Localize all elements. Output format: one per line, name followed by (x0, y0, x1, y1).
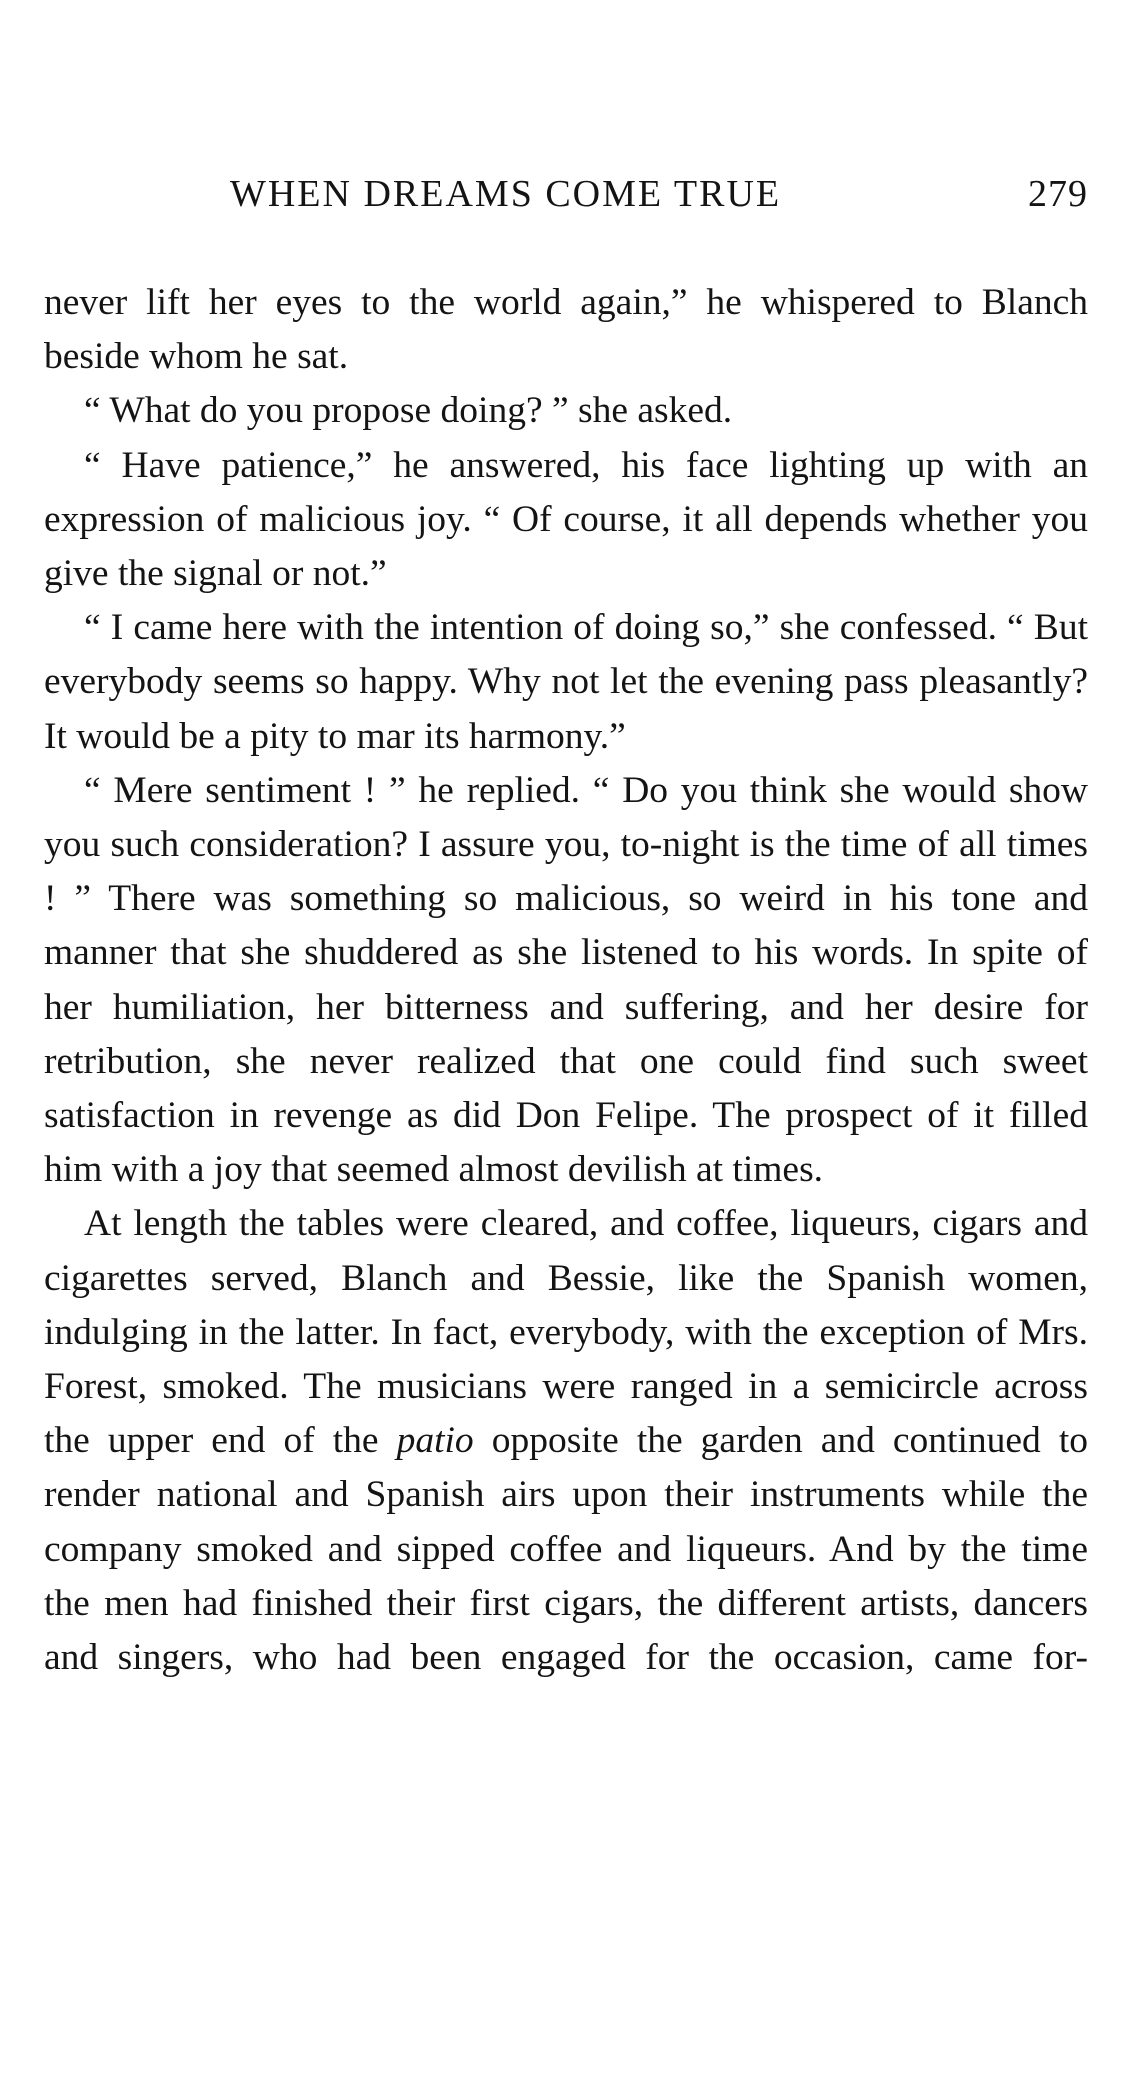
paragraph-dialogue-patience: “ Have patience,” he answered, his face lighting up with an expression of malicious joy. “ Of course, it all depends whether you give the signal or not.” (44, 444, 1088, 595)
running-title: WHEN DREAMS COME TRUE (230, 173, 782, 215)
paragraph-narrative-part-2: opposite the garden and continued to render national and Spanish airs upon their instruments while the company smoked and sipped coffee and liqueurs. And by the time the men had finished their first cigars, the different artists, dancers and singers, who had been engaged for the occasion, came for- (44, 1420, 1088, 1679)
paragraph-narrative-part-1: At length the tables were cleared, and coffee, liqueurs, cigars and cigarettes served, Blanch and Bessie, like the Spanish women, indulging in the latter. In fact, everybody, with the exception of Mrs. Forest, smoked. The musicians were ranged in a semicircle across the upper end of the (44, 1203, 1088, 1462)
page-body (44, 276, 1088, 1685)
page-number: 279 (1028, 173, 1088, 215)
paragraph-continuation: never lift her eyes to the world again,” he whispered to Blanch beside whom he sat. (44, 282, 1088, 378)
book-page (44, 172, 1088, 1685)
paragraph-dialogue-sentiment: “ Mere sentiment ! ” he replied. “ Do you think she would show you such consideration? I assure you, to-night is the time of all times ! ” There was something so malicious, so weird in his tone and manner that she shuddered as she listened to his words. In spite of her humiliation, her bitterness and suffering, and her desire for retribution, she never realized that one could find such sweet satisfaction in revenge as did Don Felipe. The prospect of it filled him with a joy that seemed almost devilish at times. (44, 769, 1088, 1191)
paragraph-narrative (44, 1197, 1088, 1685)
italic-word-patio: patio (396, 1420, 474, 1462)
paragraph-dialogue-question: “ What do you propose doing? ” she asked. (84, 390, 733, 432)
running-header (44, 172, 1088, 228)
paragraph-dialogue-confession: “ I came here with the intention of doing so,” she confessed. “ But everybody seems so happy. Why not let the evening pass pleasantly? It would be a pity to mar its harmony.” (44, 607, 1088, 757)
